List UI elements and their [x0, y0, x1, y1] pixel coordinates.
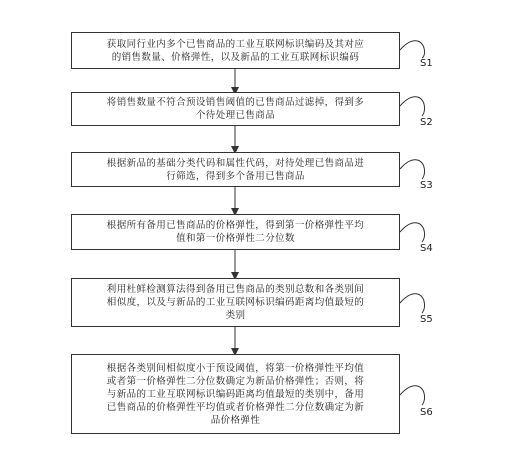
step-s6-text: 根据各类别间相似度小于预设阈值，将第一价格弹性平均值 或者第一价格弹性二分位数确定为新品价格弹性；否则，将 与新品的工业互联网标识编码距离均值最短的类别中，备用 已售商品的价格弹性平均值或者价格弹性二分位数确定为新 品价格弹性 [106, 362, 365, 426]
step-s6-label: S6 [420, 407, 433, 418]
step-s1-label: S1 [420, 58, 433, 69]
leader-s2 [400, 97, 425, 116]
leader-s5 [400, 294, 425, 313]
step-s1-text: 获取同行业内多个已售商品的工业互联网标识编码及其对应 的销售数量、价格弹性，以及新品的工业互联网标识编码 [106, 38, 365, 63]
step-s5-text: 利用杜鲜检测算法得到备用已售商品的类别总数和各类别间 相似度，以及与新品的工业互联网标识编码距离均值最短的 类别 [106, 284, 365, 321]
leader-s6 [400, 386, 425, 405]
step-s5-box [71, 278, 400, 327]
step-s3-label: S3 [420, 180, 433, 191]
step-s2-label: S2 [420, 117, 433, 128]
step-s3-box [71, 152, 400, 187]
step-s1-box [71, 32, 400, 69]
step-s2-text: 将销售数量不符合预设销售阈值的已售商品过滤掉，得到多 个待处理已售商品 [106, 97, 365, 121]
step-s3-text: 根据新品的基础分类代码和属性代码，对待处理已售商品进 行筛选，得到多个备用已售商品 [106, 157, 365, 182]
step-s4-box [71, 214, 400, 250]
leader-s4 [400, 223, 425, 242]
leader-s1 [400, 41, 425, 58]
step-s4-label: S4 [420, 243, 433, 254]
step-s2-box [71, 92, 400, 126]
leader-s3 [400, 160, 425, 179]
step-s6-box [71, 354, 400, 434]
step-s5-label: S5 [420, 314, 433, 325]
step-s4-text: 根据所有备用已售商品的价格弹性，得到第一价格弹性平均 值和第一价格弹性二分位数 [106, 220, 365, 244]
